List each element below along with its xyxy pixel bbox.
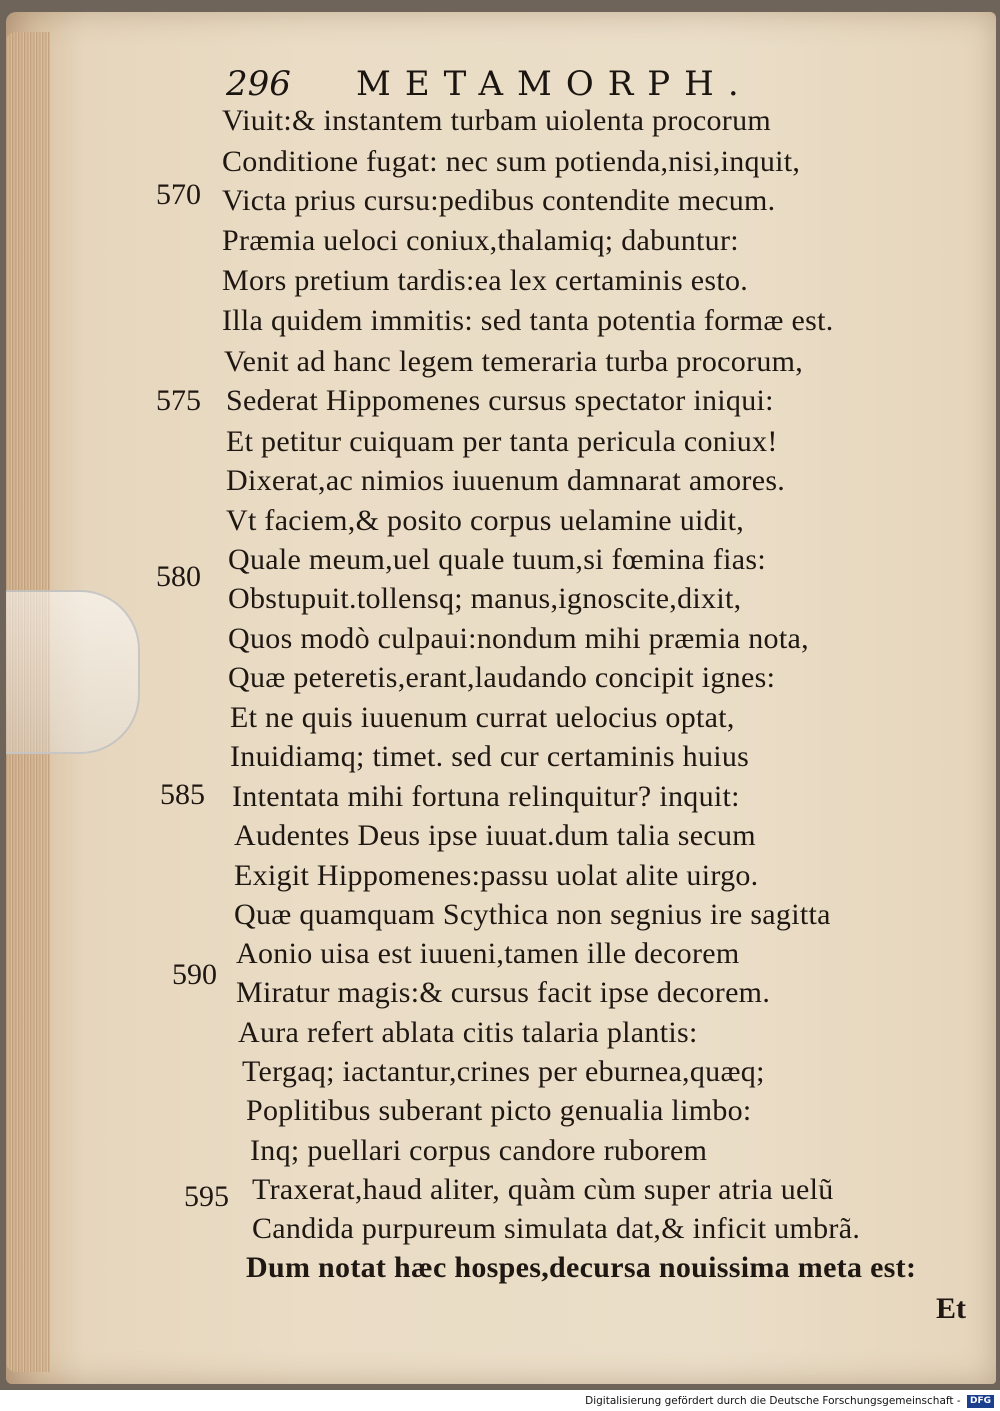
- verse-line: Obstupuit.tollensq; manus,ignoscite,dixit,: [228, 582, 742, 615]
- verse-line: Mors pretium tardis:ea lex certaminis esto.: [222, 264, 749, 297]
- verse-line: Miratur magis:& cursus facit ipse decorem.: [236, 976, 771, 1009]
- folio-number: 296: [226, 64, 291, 104]
- verse-line: Illa quidem immitis: sed tanta potentia formæ est.: [222, 304, 834, 337]
- verse-line: Quos modò culpaui:nondum mihi præmia nota,: [228, 622, 809, 655]
- verse-line: Inq; puellari corpus candore ruborem: [250, 1134, 708, 1167]
- verse-line: Vt faciem,& posito corpus uelamine uidit,: [226, 504, 745, 537]
- verse-line: Conditione fugat: nec sum potienda,nisi,inquit,: [222, 145, 801, 178]
- catchword: Et: [936, 1292, 966, 1325]
- verse-line: Poplitibus suberant picto genualia limbo:: [246, 1094, 752, 1127]
- line-number: 590: [172, 958, 217, 991]
- verse-line: Victa prius cursu:pedibus contendite mecum.: [222, 184, 776, 217]
- line-number: 595: [184, 1180, 229, 1213]
- line-number: 585: [160, 778, 205, 811]
- verse-line: Inuidiamq; timet. sed cur certaminis huius: [230, 740, 750, 773]
- line-number: 570: [156, 178, 201, 211]
- running-head: METAMORPH.: [356, 64, 753, 104]
- verse-line: Intentata mihi fortuna relinquitur? inquit:: [232, 780, 740, 813]
- book-page: [6, 12, 996, 1384]
- verse-line: Quæ peteretis,erant,laudando concipit ignes:: [228, 661, 776, 694]
- verse-line: Viuit:& instantem turbam uiolenta procorum: [222, 104, 772, 137]
- line-number: 580: [156, 560, 201, 593]
- verse-line: Aonio uisa est iuueni,tamen ille decorem: [236, 937, 740, 970]
- verse-line: Et ne quis iuuenum currat uelocius optat,: [230, 701, 735, 734]
- verse-line: Venit ad hanc legem temeraria turba procorum,: [224, 345, 804, 378]
- line-number: 575: [156, 384, 201, 417]
- verse-line: Dixerat,ac nimios iuuenum damnarat amores.: [226, 464, 786, 497]
- verse-line: Quæ quamquam Scythica non segnius ire sagitta: [234, 898, 831, 931]
- verse-line: Et petitur cuiquam per tanta pericula coniux!: [226, 425, 778, 458]
- verse-line: Quale meum,uel quale tuum,si fœmina fias:: [228, 543, 767, 576]
- digitization-credit: [0, 1392, 994, 1411]
- verse-line: Exigit Hippomenes:passu uolat alite uirgo.: [234, 859, 759, 892]
- page-clip: [6, 590, 140, 754]
- verse-line: Audentes Deus ipse iuuat.dum talia secum: [234, 819, 756, 852]
- dfg-logo: DFG: [967, 1395, 994, 1408]
- verse-line: Tergaq; iactantur,crines per eburnea,quæq;: [242, 1055, 765, 1088]
- verse-line: Sederat Hippomenes cursus spectator iniqui:: [226, 384, 774, 417]
- verse-line: Candida purpureum simulata dat,& inficit umbrã.: [252, 1212, 861, 1245]
- verse-line: Præmia ueloci coniux,thalamiq; dabuntur:: [222, 224, 739, 257]
- verse-line: Traxerat,haud aliter, quàm cùm super atria uelũ: [252, 1173, 834, 1206]
- page-header: [226, 64, 753, 104]
- credit-text: Digitalisierung gefördert durch die Deutsche Forschungsgemeinschaft -: [585, 1395, 961, 1407]
- verse-line: Aura refert ablata citis talaria plantis:: [238, 1016, 698, 1049]
- verse-line: Dum notat hæc hospes,decursa nouissima meta est:: [246, 1251, 917, 1284]
